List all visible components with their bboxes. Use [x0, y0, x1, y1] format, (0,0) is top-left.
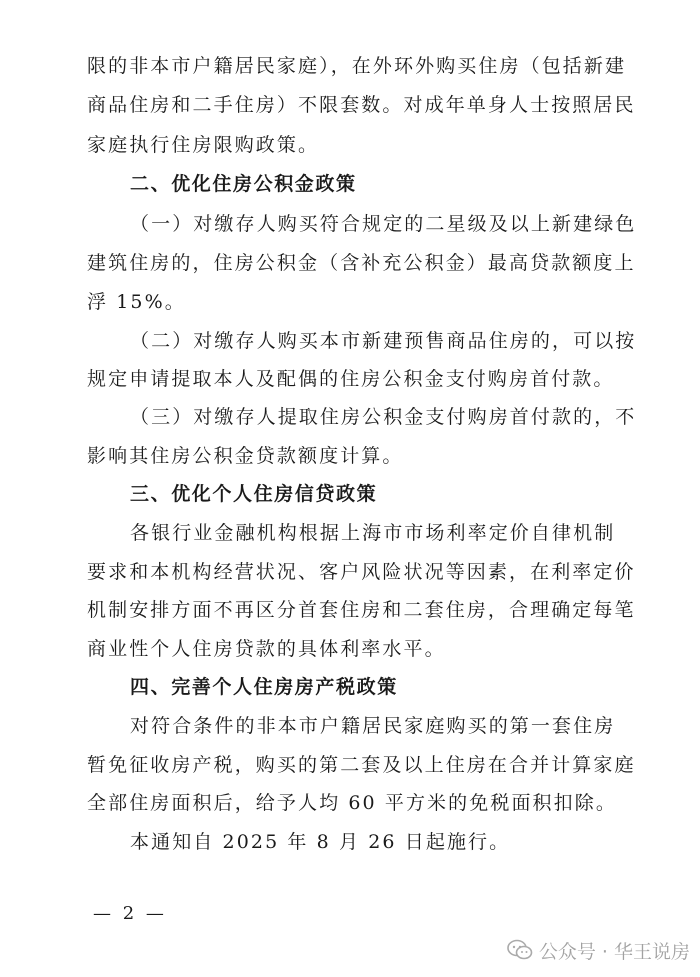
text-line: （二）对缴存人购买本市新建预售商品住房的，可以按	[130, 330, 637, 352]
text-line: （三）对缴存人提取住房公积金支付购房首付款的，不	[130, 406, 637, 428]
text-line: 本通知自 2025 年 8 月 26 日起施行。	[130, 831, 511, 853]
section-heading: 四、完善个人住房房产税政策	[130, 676, 398, 698]
text-line: 规定申请提取本人及配偶的住房公积金支付购房首付款。	[87, 368, 615, 390]
watermark-text: 公众号 · 华王说房	[538, 940, 690, 963]
text-line: 浮 15%。	[87, 291, 186, 313]
text-line: 对符合条件的非本市户籍居民家庭购买的第一套住房	[130, 715, 616, 737]
text-line: 全部住房面积后，给予人均 60 平方米的免税面积扣除。	[87, 792, 617, 814]
page-number: — 2 —	[93, 903, 167, 924]
wechat-icon	[507, 939, 533, 961]
section-heading: 三、优化个人住房信贷政策	[130, 483, 378, 505]
text-line: 限的非本市户籍居民家庭），在外环外购买住房（包括新建	[87, 55, 627, 77]
text-line: 暂免征收房产税，购买的第二套及以上住房在合并计算家庭	[87, 754, 636, 776]
text-line: （一）对缴存人购买符合规定的二星级及以上新建绿色	[130, 213, 637, 235]
section-heading: 二、优化住房公积金政策	[130, 173, 357, 195]
text-line: 商品住房和二手住房）不限套数。对成年单身人士按照居民	[87, 94, 636, 116]
text-line: 商业性个人住房贷款的具体利率水平。	[87, 638, 446, 660]
text-line: 影响其住房公积金贷款额度计算。	[87, 445, 404, 467]
watermark	[507, 936, 690, 964]
text-line: 各银行业金融机构根据上海市市场利率定价自律机制	[130, 522, 616, 544]
text-line: 要求和本机构经营状况、客户风险状况等因素，在利率定价	[87, 561, 636, 583]
text-line: 建筑住房的，住房公积金（含补充公积金）最高贷款额度上	[87, 252, 636, 274]
text-line: 机制安排方面不再区分首套住房和二套住房，合理确定每笔	[87, 599, 636, 621]
text-line: 家庭执行住房限购政策。	[87, 134, 320, 156]
